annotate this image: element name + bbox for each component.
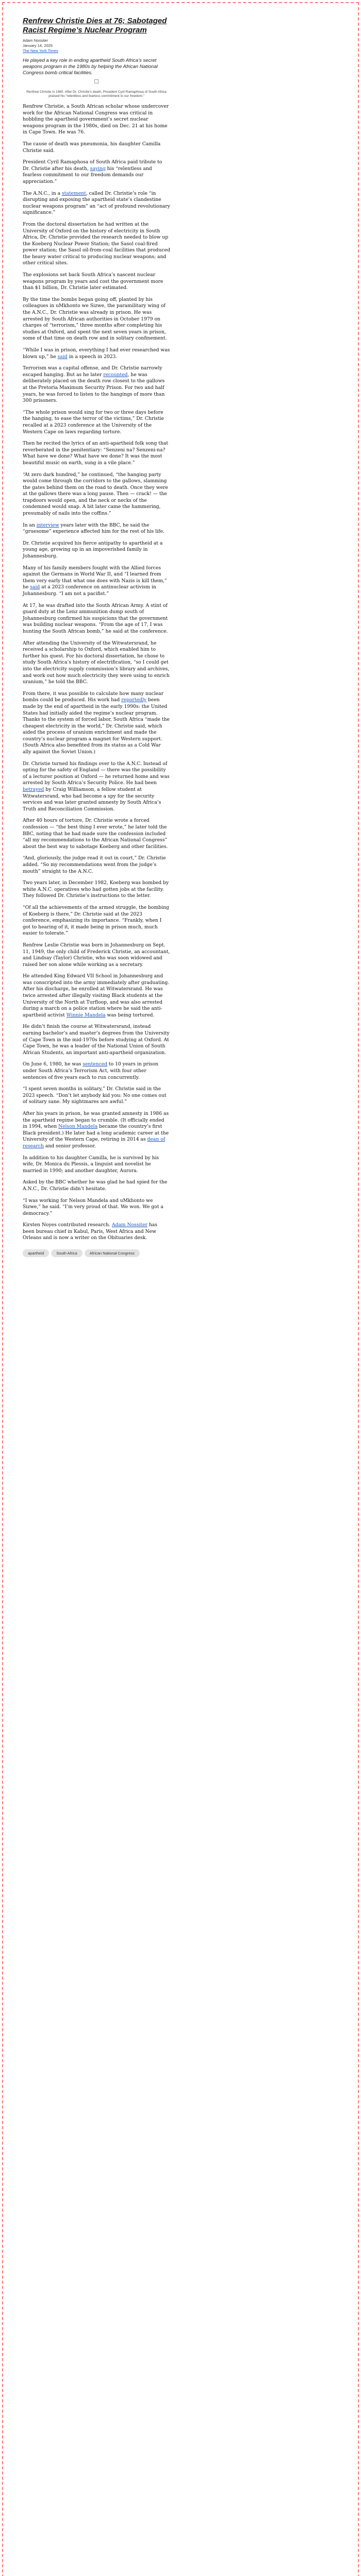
inline-link[interactable]: dean of research [23, 1137, 166, 1149]
paragraph-text: became the country’s first Black president.) He later had a long academic career at the University of the Western Cape, retiring in 2014 as [23, 1124, 169, 1143]
inline-link[interactable]: statement [61, 190, 86, 196]
paragraph-text: After 40 hours of torture, Dr. Christie wrote a forced confession — “the best thing I ever wrote,” he later told the BBC, noting that he had made sure the confession included “all my recommendations to the African National Congress” about the best way to sabotage Koeberg and other facilities. [23, 818, 168, 850]
article-paragraph [23, 159, 170, 185]
paragraph-text: Renfrew Leslie Christie was born in Johannesburg on Sept. 11, 1949, the only child of Frederick Christie, an accountant, and Lindsay (Taylor) Christie, who was soon widowed and raised her son alone while working as a secretary. [23, 942, 170, 968]
article-paragraph [23, 640, 170, 686]
paragraph-text: The explosions set back South Africa’s nascent nuclear weapons program by years and cost the government more than $1 billion, Dr. Christie later estimated. [23, 272, 163, 291]
topic-tag[interactable]: South Africa [51, 1249, 82, 1257]
article-paragraph [23, 472, 170, 517]
paragraph-text: at a 2023 conference on antinuclear activism in Johannesburg. “I am not a pacifist.” [23, 584, 156, 597]
paragraph-text: “And, gloriously, the judge read it out in court,” Dr. Christie added. “So my recommendations went from the judge’s mouth” straight to the A.N.C. [23, 855, 166, 874]
article-paragraph [23, 1155, 170, 1175]
inline-link[interactable]: Winnie Mandela [66, 1012, 106, 1018]
article-paragraph [23, 222, 170, 267]
paragraph-text: “I spent seven months in solitary,” Dr. Christie said in the 2023 speech. “Don’t let anybody kid you: No one comes out of solitary sane. My nightmares are awful.” [23, 1086, 167, 1105]
tag-list [23, 1247, 170, 1259]
article-paragraph [23, 540, 170, 560]
article-paragraph [23, 1222, 170, 1242]
topic-tag[interactable]: apartheid [23, 1249, 49, 1257]
article-paragraph [23, 1111, 170, 1150]
paragraph-text: Asked by the BBC whether he was glad he had spied for the A.N.C., Dr. Christie didn’t hesitate. [23, 1179, 168, 1192]
article-paragraph [23, 347, 170, 360]
paragraph-text: Then he recited the lyrics of an anti-apartheid folk song that reverberated in the penitentiary: “Senzeni na? Senzeni-na? What have we done? What have we done? It was the most beautiful music on earth, sung in a vile place.” [23, 440, 169, 466]
inline-link[interactable]: said [30, 584, 40, 590]
source-link[interactable]: The New York Times [23, 48, 58, 53]
article-paragraph [23, 973, 170, 1019]
inline-link[interactable]: saying [90, 165, 106, 172]
article-paragraph [23, 1179, 170, 1192]
paragraph-text: Kirsten Noyes contributed research. [23, 1222, 112, 1228]
article-paragraph [23, 761, 170, 813]
topic-tag[interactable]: African National Congress [85, 1249, 140, 1257]
byline [23, 38, 170, 54]
paragraph-text: By the time the bombs began going off, planted by his colleagues in uMkhonto we Sizwe, the paramilitary wing of the A.N.C., Dr. Christie was already in prison. He was arrested by South African authorities in October 1979 on charges of “terrorism,” three months after completing his studies at Oxford, and spent the next seven years in prison, some of that time on death row and in solitary confinement. [23, 296, 167, 342]
paragraph-text: “Of all the achievements of the armed struggle, the bombing of Koeberg is there,” Dr. Christie said at the 2023 conference, emphasizing its importance. “Frankly, when I got to hearing of it, it made being in prison much, much easier to tolerate.” [23, 904, 169, 937]
paragraph-text: After his years in prison, he was granted amnesty in 1986 as the apartheid regime began to crumble. (It officially ended in 1994, when [23, 1110, 169, 1130]
paragraph-text: , he was deliberately placed on the death row closest to the gallows at the Pretoria Maximum Security Prison. For two and half years, he was forced to listen to the hangings of more than 300 prisoners. [23, 371, 165, 404]
paragraph-text: and senior professor. [43, 1143, 96, 1149]
article-image-block [23, 79, 170, 98]
inline-link[interactable]: sentenced [83, 1061, 107, 1067]
paragraph-text: Dr. Christie acquired his fierce antipathy to apartheid at a young age, growing up in an impoverished family in Johannesburg. [23, 540, 163, 560]
paragraph-text: On June 6, 1980, he was [23, 1061, 83, 1067]
article-paragraph [23, 1086, 170, 1106]
paragraph-text: years later with the BBC, he said the “gruesome” experience affected him for the rest of his life. [23, 522, 165, 535]
inline-link[interactable]: recounted [103, 371, 128, 378]
article-paragraph [23, 191, 170, 216]
article-paragraph [23, 141, 170, 154]
paragraph-text: In addition to his daughter Camilla, he is survived by his wife, Dr. Monica du Plessis, a linguist and novelist he married in 1990; and another daughter, Aurora. [23, 1155, 159, 1174]
article-paragraph [23, 410, 170, 435]
article-paragraph [23, 880, 170, 900]
paragraph-text: After attending the University of the Witwatersrand, he received a scholarship to Oxford, which enabled him to further his quest. For his doctoral dissertation, he chose to study South Africa’s history of electrification, “so I could get into the electricity supply commission’s library and archives, and work out how much electricity they were using to enrich uranium,” he told the BBC. [23, 640, 170, 685]
article-paragraph [23, 365, 170, 404]
article-paragraph [23, 297, 170, 342]
inline-link[interactable]: Adam Nossiter [111, 1222, 147, 1228]
article-paragraph [23, 565, 170, 598]
article-paragraph [23, 942, 170, 968]
paragraph-text: Terrorism was a capital offense, and Dr. Christie narrowly escaped hanging. But as he later [23, 365, 162, 378]
article-paragraph [23, 1024, 170, 1056]
paragraph-text: “While I was in prison, everything I had ever researched was blown up,” he [23, 347, 170, 360]
article-headline[interactable]: Renfrew Christie Dies at 76; Sabotaged Racist Regime’s Nuclear Program [23, 16, 167, 35]
inline-link[interactable]: reportedly [121, 697, 146, 703]
inline-link[interactable]: Nelson Mandela [58, 1124, 98, 1130]
article-container [2, 2, 359, 2576]
article-paragraph [23, 818, 170, 850]
paragraph-text: The A.N.C., in a [23, 190, 62, 196]
paragraph-text: Many of his family members fought with the Allied forces against the Germans in World War II, and “I learned from them very early that what one does with Nazis is kill them,” he [23, 565, 167, 590]
paragraph-text: At 17, he was drafted into the South African Army. A stint of guard duty at the Lenz ammunition dump south of Johannesburg confirmed his suspicions that the government was building nuclear weapons. “From the age of 17, I was hunting the South African bomb,” he said at the conference. [23, 602, 168, 634]
paragraph-text: his “relentless and fearless commitment to our freedom demands our appreciation.” [23, 165, 152, 184]
article-body [23, 104, 170, 1242]
article-paragraph [23, 104, 170, 136]
paragraph-text: “I was working for Nelson Mandela and uMkhonto we Sizwe,” he said. “I’m very proud of that. We won. We got a democracy.” [23, 1197, 163, 1216]
article-paragraph [23, 691, 170, 756]
inline-link[interactable]: interview [36, 522, 59, 528]
article-paragraph [23, 905, 170, 937]
paragraph-text: in a speech in 2023. [67, 353, 118, 360]
publish-date: January 14, 2025 [23, 43, 53, 48]
paragraph-text: by Craig Williamson, a fellow student at Witwatersrand, who had become a spy for the security services and was later granted amnesty by South Africa’s Truth and Reconciliation Commission. [23, 787, 161, 812]
paragraph-text: was being tortured. [105, 1012, 155, 1018]
broken-image-icon [94, 79, 99, 83]
paragraph-text: He didn’t finish the course at Witwatersrand, instead earning bachelor’s and master’s degrees from the University of Cape Town in the mid-1970s before studying at Oxford. At Cape Town, he was a leader of the National Union of South African Students, an important anti-apartheid organization. [23, 1024, 170, 1056]
article-paragraph [23, 272, 170, 292]
inline-link[interactable]: betrayed [23, 787, 44, 793]
article-paragraph [23, 1198, 170, 1217]
paragraph-text: , called Dr. Christie’s role “in disrupting and exposing the apartheid state’s clandestine nuclear weapons program” an “act of profound revolutionary significance.” [23, 190, 170, 216]
paragraph-text: “The whole prison would sing for two or three days before the hanging, to ease the terror of the victims,” Dr. Christie recalled at a 2023 conference at the University of the Western Cape on laws regarding torture. [23, 409, 164, 435]
paragraph-text: Renfrew Christie, a South African scholar whose undercover work for the African National Congress was critical in hobbling the apartheid government’s secret nuclear weapons program in the 1980s, died on Dec. 21 at his home in Cape Town. He was 76. [23, 104, 169, 135]
paragraph-text: “At zero dark hundred,” he continued, “the hanging party would come through the corridors to the gallows, slamming the gates behind them on the road to death. Once they were at the gallows there was a long pause. Then — crack! — the trapdoors would open, and the neck or necks of the condemned would snap. A bit later came the hammering, presumably of nails into the coffins.” [23, 471, 168, 517]
paragraph-text: The cause of death was pneumonia, his daughter Camilla Christie said. [23, 141, 161, 154]
article-content [23, 16, 170, 1259]
author-name: Adam Nossiter [23, 38, 48, 43]
image-caption: Renfrew Christie in 1980. After Dr. Christie’s death, President Cyril Ramaphosa of South Africa praised his “relentless and fearless commitment to our freedom.” [26, 90, 167, 98]
paragraph-text: From there, it was possible to calculate how many nuclear bombs could be produced. His work had [23, 690, 164, 703]
paragraph-text: Two years later, in December 1982, Koeberg was bombed by white A.N.C. operatives who had gotten jobs at the facility. They followed Dr. Christie’s instructions to the letter. [23, 880, 169, 899]
paragraph-text: been made by the end of apartheid in the early 1990s: the United States had initially aided the regime’s nuclear program. Thanks to the system of forced labor, South Africa “made the cheapest electricity in the world,” Dr. Christie said, which aided the process of uranium enrichment and made the country’s nuclear program a magnet for Western support. (South Africa also benefited from its status as a Cold War ally against the Soviet Union.) [23, 697, 170, 755]
article-paragraph [23, 440, 170, 466]
article-paragraph [23, 1061, 170, 1081]
inline-link[interactable]: said [57, 353, 68, 360]
paragraph-text: to 10 years in prison under South Africa’s Terrorism Act, with four other sentences of five years each to run concurrently. [23, 1061, 158, 1080]
paragraph-text: In an [23, 522, 37, 528]
paragraph-text: has been bureau chief in Kabul, Paris, West Africa and New Orleans and is now a writer on the Obituaries desk. [23, 1222, 157, 1241]
paragraph-text: He attended King Edward VII School in Johannesburg and was conscripted into the army immediately after graduating. After his discharge, he enrolled at Witwatersrand. He was twice arrested after illegally visiting Black students at the University of the North at Turfloop, and was also arrested during a march on a police station where he said the anti-apartheid activist [23, 973, 170, 1018]
paragraph-text: Dr. Christie turned his findings over to the A.N.C. Instead of opting for the safety of England — there was the possibility of a lecturer position at Oxford — he returned home and was arrested by South Africa’s Security Police. He had been [23, 760, 170, 786]
article-summary: He played a key role in ending apartheid South Africa’s secret weapons program in the 1980s by helping the African National Congress bomb critical facilities. [23, 58, 158, 76]
article-paragraph [23, 522, 170, 535]
article-paragraph [23, 603, 170, 635]
paragraph-text: President Cyril Ramaphosa of South Africa paid tribute to Dr. Christie after his death, [23, 159, 162, 172]
article-paragraph [23, 855, 170, 875]
paragraph-text: From the doctoral dissertation he had written at the University of Oxford on the history of electricity in South Africa, Dr. Christie provided the research needed to blow up the Koeberg Nuclear Power Station; the Sasol coal-fired power station; the Sasol oil-from-coal facilities that produced the heavy water critical to producing nuclear weapons; and other critical sites. [23, 221, 170, 266]
